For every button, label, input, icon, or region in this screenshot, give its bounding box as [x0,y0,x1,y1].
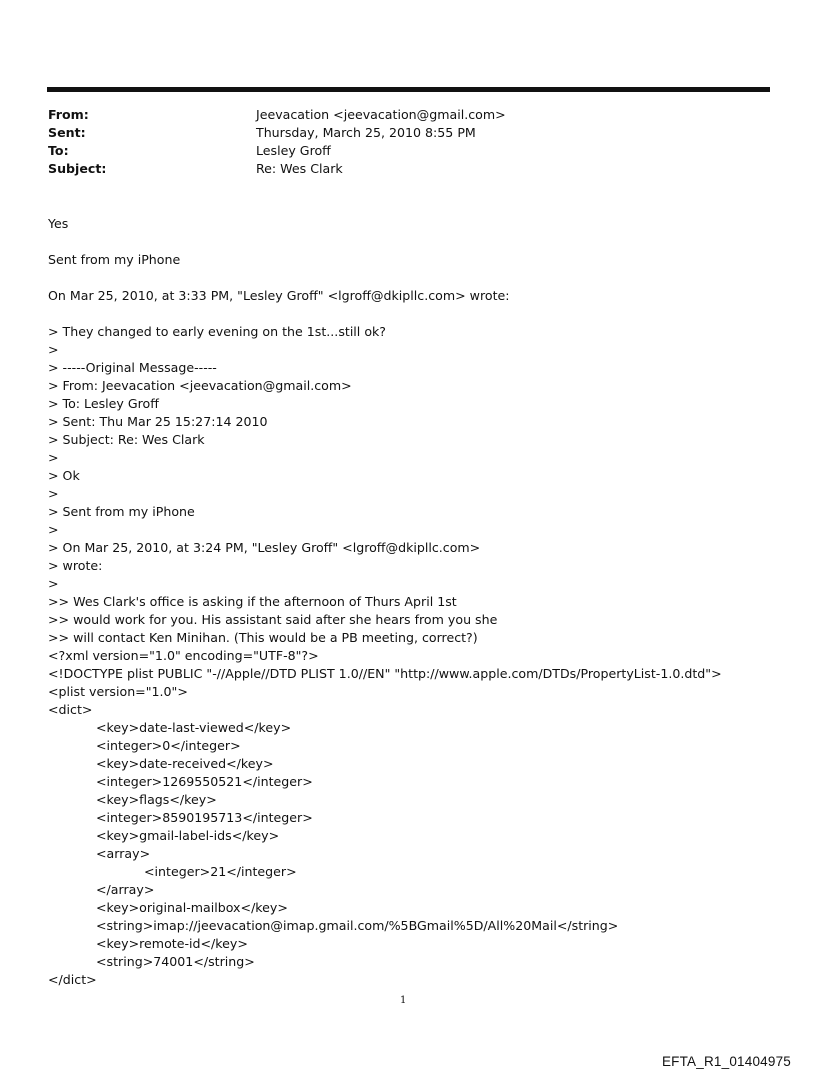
sent-label: Sent: [48,125,86,140]
dict-entry: <key>original-mailbox</key> [96,900,288,915]
page-number: 1 [400,995,407,1006]
subject-row [48,160,748,178]
from-label: From: [48,107,89,122]
quoted-line: > [48,450,59,465]
sent-value: Thursday, March 25, 2010 8:55 PM [256,125,476,140]
quoted-line: > [48,486,59,501]
quoted-line: >> Wes Clark's office is asking if the afternoon of Thurs April 1st [48,594,457,609]
doctype-line: <!DOCTYPE plist PUBLIC "-//Apple//DTD PLIST 1.0//EN" "http://www.apple.com/DTDs/PropertyList-1.0.dtd"> [48,666,722,681]
to-row [48,142,748,160]
dict-entry: <array> [96,846,151,861]
quoted-line: > -----Original Message----- [48,360,217,375]
quoted-line: >> would work for you. His assistant said after she hears from you she [48,612,498,627]
header-divider [47,87,770,92]
from-value: Jeevacation <jeevacation@gmail.com> [256,107,506,122]
quoted-line: > On Mar 25, 2010, at 3:24 PM, "Lesley Groff" <lgroff@dkipllc.com> [48,540,481,555]
quoted-thread [48,323,788,647]
signature: Sent from my iPhone [48,252,181,267]
dict-entry: <key>flags</key> [96,792,217,807]
quoted-line: >> will contact Ken Minihan. (This would be a PB meeting, correct?) [48,630,478,645]
to-label: To: [48,143,69,158]
quoted-line: > To: Lesley Groff [48,396,159,411]
plist-metadata [48,647,788,989]
subject-value: Re: Wes Clark [256,161,343,176]
quoted-line: > Sent from my iPhone [48,504,195,519]
dict-entry: </array> [96,882,155,897]
dict-entry: <key>date-received</key> [96,756,274,771]
to-value: Lesley Groff [256,143,331,158]
dict-entry: <integer>8590195713</integer> [96,810,313,825]
plist-open: <plist version="1.0"> [48,684,188,699]
quoted-line: > [48,522,59,537]
xml-declaration: <?xml version="1.0" encoding="UTF-8"?> [48,648,319,663]
sent-row [48,124,748,142]
quoted-line: > [48,576,59,591]
dict-entry: <key>date-last-viewed</key> [96,720,292,735]
dict-close: </dict> [48,972,97,987]
quoted-line: > wrote: [48,558,103,573]
from-row [48,106,748,124]
dict-entry: <string>imap://jeevacation@imap.gmail.com/%5BGmail%5D/All%20Mail</string> [96,918,619,933]
document-id: EFTA_R1_01404975 [661,1054,791,1069]
dict-entry: <key>remote-id</key> [96,936,248,951]
dict-entry: <key>gmail-label-ids</key> [96,828,280,843]
quoted-line: > [48,342,59,357]
array-item: <integer>21</integer> [144,864,297,879]
email-body [48,215,788,989]
quoted-line: > Sent: Thu Mar 25 15:27:14 2010 [48,414,268,429]
email-header [48,106,748,178]
subject-label: Subject: [48,161,107,176]
quoted-line: > They changed to early evening on the 1st...still ok? [48,324,386,339]
quoted-line: > Subject: Re: Wes Clark [48,432,205,447]
dict-open: <dict> [48,702,93,717]
attribution-line: On Mar 25, 2010, at 3:33 PM, "Lesley Groff" <lgroff@dkipllc.com> wrote: [48,288,510,303]
dict-entry: <string>74001</string> [96,954,255,969]
dict-entry: <integer>1269550521</integer> [96,774,313,789]
dict-entry: <integer>0</integer> [96,738,241,753]
quoted-line: > From: Jeevacation <jeevacation@gmail.com> [48,378,352,393]
quoted-line: > Ok [48,468,80,483]
reply-text: Yes [48,216,69,231]
